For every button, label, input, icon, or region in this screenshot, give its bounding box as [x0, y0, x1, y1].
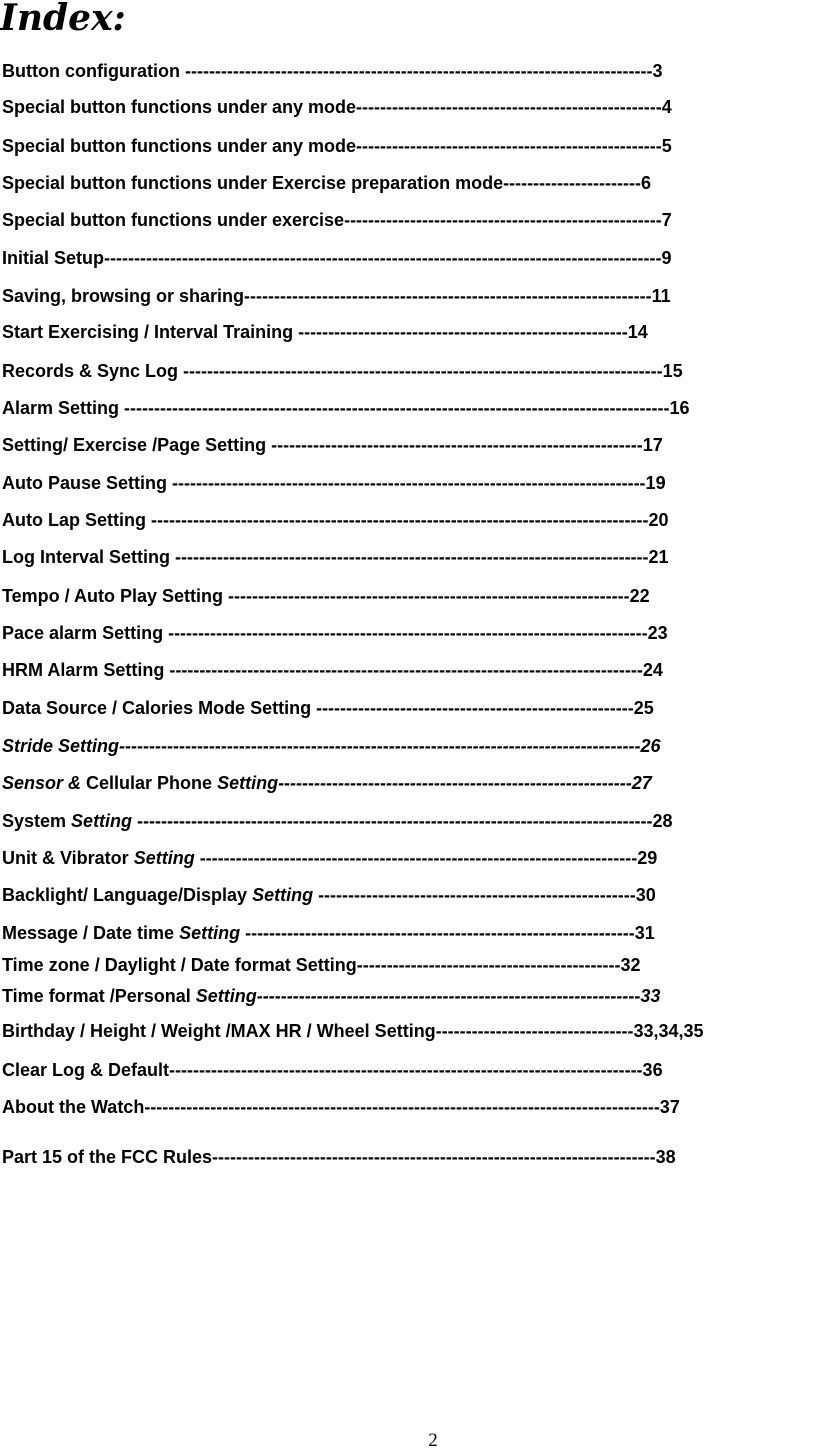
- index-entry: [2, 1096, 680, 1118]
- index-entry-text: Setting: [133, 848, 195, 868]
- index-entry: [2, 96, 672, 118]
- index-entry-text: Birthday / Height / Weight /MAX HR / Wheel Setting---------------------------------33,34,35: [2, 1021, 704, 1041]
- index-entry-text: Alarm Setting -------------------------------------------------------------------------------------------16: [2, 398, 690, 418]
- index-entry-text: -----------------------------------------------------------------31: [240, 923, 655, 943]
- index-entry: [2, 622, 668, 644]
- index-entry-text: Time zone / Daylight / Date format Setting--------------------------------------------32: [2, 955, 641, 975]
- index-entry-text: Setting: [252, 885, 314, 905]
- index-entry: [2, 1146, 676, 1168]
- index-entry: [2, 285, 671, 307]
- index-entry-text: Initial Setup---------------------------------------------------------------------------------------------9: [2, 248, 672, 268]
- index-entry-text: Auto Pause Setting -------------------------------------------------------------------------------19: [2, 473, 666, 493]
- index-entry-text: Unit & Vibrator: [2, 848, 134, 868]
- index-entry-text: Time format /Personal: [2, 986, 196, 1006]
- index-entry-text: Setting: [71, 811, 133, 831]
- index-entry: [2, 735, 661, 757]
- index-entry-text: Log Interval Setting -------------------------------------------------------------------------------21: [2, 547, 669, 567]
- page-title: Index:: [0, 0, 126, 39]
- index-entry-text: Tempo / Auto Play Setting -------------------------------------------------------------------22: [2, 586, 650, 606]
- index-entry: [2, 985, 660, 1007]
- index-entry: [2, 321, 648, 343]
- index-entry: [2, 1020, 704, 1042]
- index-entry: [2, 434, 663, 456]
- index-entry-text: Sensor &: [2, 773, 87, 793]
- index-entry-text: ---------------------------------------------------------------------------------------26: [119, 736, 661, 756]
- index-entry: [2, 884, 656, 906]
- index-entry-text: Records & Sync Log --------------------------------------------------------------------------------15: [2, 361, 683, 381]
- index-entry-text: -------------------------------------------------------------------------29: [194, 848, 658, 868]
- index-entry-text: Setting: [179, 923, 241, 943]
- index-entry: [2, 60, 663, 82]
- index-entry: [2, 247, 671, 269]
- index-entry: [2, 954, 640, 976]
- index-entry-text: --------------------------------------------------------------------------------------28: [132, 811, 673, 831]
- index-entry: [2, 847, 657, 869]
- index-entry: [2, 509, 669, 531]
- index-entry-text: Button configuration ------------------------------------------------------------------------------3: [2, 61, 663, 81]
- index-entry: [2, 546, 669, 568]
- index-entry-text: ----------------------------------------------------------------33: [256, 986, 661, 1006]
- index-entry-text: Message / Date time: [2, 923, 180, 943]
- index-entry: [2, 1059, 663, 1081]
- index-entry: [2, 772, 652, 794]
- index-entry-text: Setting/ Exercise /Page Setting --------------------------------------------------------------17: [2, 435, 663, 455]
- index-entry-text: HRM Alarm Setting -------------------------------------------------------------------------------24: [2, 660, 663, 680]
- index-entry-text: Cellular Phone: [86, 773, 218, 793]
- index-entry-text: Start Exercising / Interval Training -------------------------------------------------------14: [2, 322, 648, 342]
- index-entry-text: -----------------------------------------------------30: [313, 885, 656, 905]
- index-entry: [2, 209, 672, 231]
- index-entry-text: Data Source / Calories Mode Setting -----------------------------------------------------25: [2, 698, 654, 718]
- index-entry-text: Special button functions under any mode---------------------------------------------------5: [2, 136, 672, 156]
- index-entry-text: About the Watch--------------------------------------------------------------------------------------37: [2, 1097, 680, 1117]
- index-entry-text: System: [2, 811, 72, 831]
- index-entry-text: Stride Setting: [2, 736, 120, 756]
- index-entry: [2, 585, 650, 607]
- index-entry: [2, 922, 655, 944]
- index-entry: [2, 397, 690, 419]
- index-entry-text: Special button functions under exercise-----------------------------------------------------7: [2, 210, 672, 230]
- index-entry-text: Setting: [195, 986, 257, 1006]
- index-entry: [2, 360, 683, 382]
- index-entry: [2, 659, 663, 681]
- index-entry: [2, 172, 651, 194]
- index-entry: [2, 135, 672, 157]
- index-entry-text: Special button functions under Exercise preparation mode-----------------------6: [2, 173, 651, 193]
- page-number: 2: [428, 1430, 438, 1451]
- index-entry-text: Part 15 of the FCC Rules--------------------------------------------------------------------------38: [2, 1147, 676, 1167]
- index-entry: [2, 472, 666, 494]
- index-entry-text: Auto Lap Setting -----------------------------------------------------------------------------------20: [2, 510, 669, 530]
- index-entry-text: Backlight/ Language/Display: [2, 885, 253, 905]
- index-entry-text: Pace alarm Setting --------------------------------------------------------------------------------23: [2, 623, 668, 643]
- index-entry-text: Setting: [217, 773, 279, 793]
- index-entry-text: Special button functions under any mode---------------------------------------------------4: [2, 97, 672, 117]
- index-entry-text: Saving, browsing or sharing--------------------------------------------------------------------11: [2, 286, 671, 306]
- index-entry: [2, 810, 673, 832]
- index-entry-text: -----------------------------------------------------------27: [278, 773, 652, 793]
- index-entry: [2, 697, 654, 719]
- index-entry-text: Clear Log & Default-------------------------------------------------------------------------------36: [2, 1060, 663, 1080]
